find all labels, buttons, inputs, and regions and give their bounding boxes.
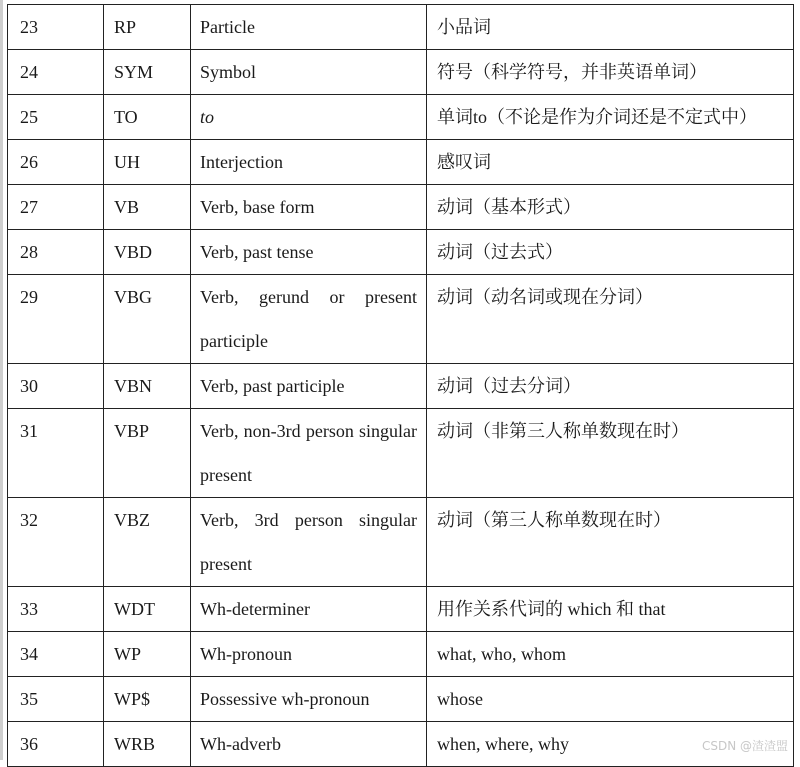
row-number: 23 — [8, 5, 104, 50]
english-description-text: Verb, gerund or present participle — [200, 287, 417, 351]
english-description: Particle — [191, 5, 427, 50]
pos-tag: VB — [104, 185, 191, 230]
chinese-description: 动词（第三人称单数现在时） — [427, 498, 794, 587]
english-description: Wh-determiner — [191, 587, 427, 632]
table-row — [8, 140, 794, 185]
pos-tag: VBG — [104, 275, 191, 364]
table-row — [8, 275, 794, 364]
english-description: Verb, past tense — [191, 230, 427, 275]
pos-tag: WDT — [104, 587, 191, 632]
row-number: 27 — [8, 185, 104, 230]
english-description-text: Verb, non-3rd person singular present — [200, 421, 417, 485]
english-description-text: Verb, 3rd person singular present — [200, 510, 417, 574]
pos-tag: WP — [104, 632, 191, 677]
row-number: 34 — [8, 632, 104, 677]
table-row — [8, 50, 794, 95]
pos-tag-table — [7, 4, 794, 767]
english-description — [191, 275, 427, 364]
english-description: to — [191, 95, 427, 140]
pos-tag: UH — [104, 140, 191, 185]
chinese-description: 单词to（不论是作为介词还是不定式中） — [427, 95, 794, 140]
pos-tag: WP$ — [104, 677, 191, 722]
english-description: Wh-pronoun — [191, 632, 427, 677]
table-row — [8, 364, 794, 409]
table-row — [8, 5, 794, 50]
chinese-description: 小品词 — [427, 5, 794, 50]
table-row — [8, 95, 794, 140]
table-row — [8, 677, 794, 722]
english-description: Symbol — [191, 50, 427, 95]
english-description — [191, 409, 427, 498]
pos-tag: VBP — [104, 409, 191, 498]
pos-tag: RP — [104, 5, 191, 50]
table-row — [8, 632, 794, 677]
chinese-description: 用作关系代词的 which 和 that — [427, 587, 794, 632]
row-number: 25 — [8, 95, 104, 140]
row-number: 32 — [8, 498, 104, 587]
pos-tag: TO — [104, 95, 191, 140]
table-row — [8, 498, 794, 587]
chinese-description: 符号（科学符号，并非英语单词） — [427, 50, 794, 95]
table-row — [8, 185, 794, 230]
row-number: 31 — [8, 409, 104, 498]
english-description: Verb, base form — [191, 185, 427, 230]
chinese-description: 动词（过去式） — [427, 230, 794, 275]
chinese-description: what, who, whom — [427, 632, 794, 677]
row-number: 36 — [8, 722, 104, 767]
chinese-description: when, where, why — [427, 722, 794, 767]
chinese-description: 动词（动名词或现在分词） — [427, 275, 794, 364]
chinese-description: whose — [427, 677, 794, 722]
row-number: 28 — [8, 230, 104, 275]
row-number: 29 — [8, 275, 104, 364]
row-number: 26 — [8, 140, 104, 185]
english-description: Interjection — [191, 140, 427, 185]
english-description: Wh-adverb — [191, 722, 427, 767]
chinese-description: 动词（非第三人称单数现在时） — [427, 409, 794, 498]
pos-tag: WRB — [104, 722, 191, 767]
table-row — [8, 409, 794, 498]
row-number: 30 — [8, 364, 104, 409]
chinese-description: 动词（基本形式） — [427, 185, 794, 230]
chinese-description: 感叹词 — [427, 140, 794, 185]
pos-tag: VBN — [104, 364, 191, 409]
english-description: Possessive wh-pronoun — [191, 677, 427, 722]
csdn-watermark: CSDN @渣渣盟 — [701, 739, 788, 753]
pos-tag: VBZ — [104, 498, 191, 587]
chinese-description: 动词（过去分词） — [427, 364, 794, 409]
table-row — [8, 230, 794, 275]
row-number: 24 — [8, 50, 104, 95]
row-number: 35 — [8, 677, 104, 722]
pos-tag: VBD — [104, 230, 191, 275]
english-description: Verb, past participle — [191, 364, 427, 409]
row-number: 33 — [8, 587, 104, 632]
english-description — [191, 498, 427, 587]
pos-tag: SYM — [104, 50, 191, 95]
table-row — [8, 587, 794, 632]
